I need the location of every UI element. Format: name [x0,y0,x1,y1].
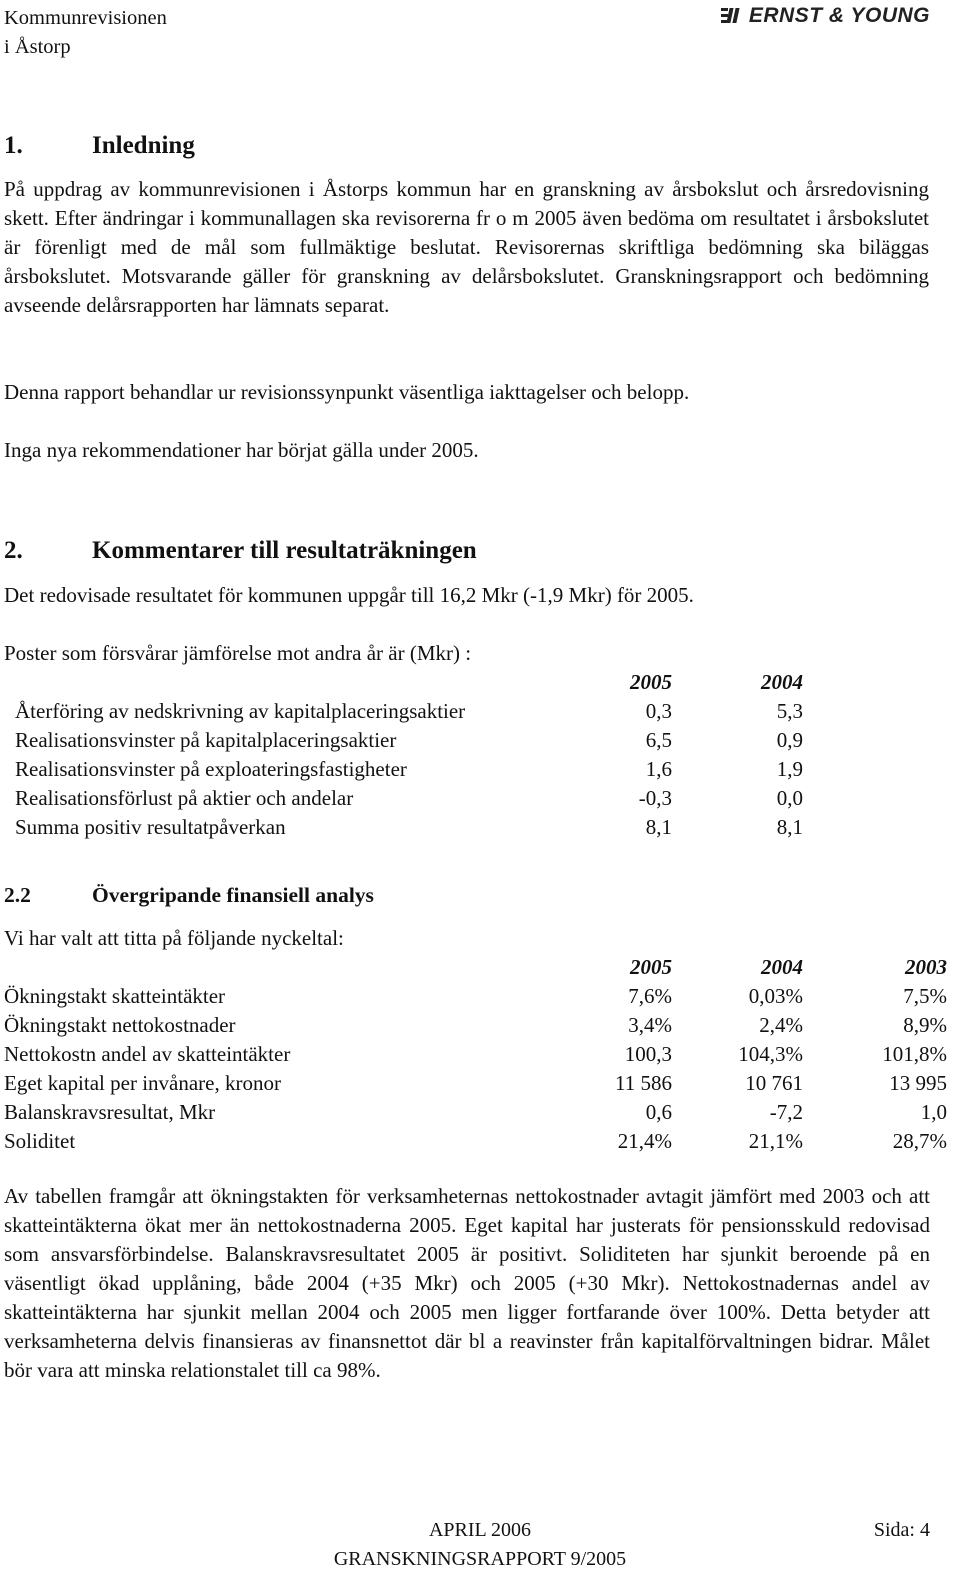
row-label: Realisationsförlust på aktier och andelar [15,786,354,810]
section-title: Övergripande finansiell analys [92,883,374,907]
section-title: Inledning [92,132,195,159]
section-number: 2. [4,537,23,564]
row-value: 11 586 [615,1071,672,1095]
intro-paragraph: På uppdrag av kommunrevisionen i Åstorps kommun har en granskning av årsbokslut och årsredovisning skett. Efter ändringar i kommunallagen ska revisorerna fr o m 2005 även bedöma om resultatet i årsbokslutet är förenligt med de mål som fullmäktige beslutat. Revisorernas skriftliga bedömning ska biläggas årsbokslutet. Motsvarande gäller för granskning av delårsbokslutet. Granskningsrapport och bedömning avseende delårsrapporten har lämnats separat. [4,177,929,317]
result-paragraph: Det redovisade resultatet för kommunen uppgår till 16,2 Mkr (-1,9 Mkr) för 2005. [4,583,694,607]
row-value: 5,3 [776,699,803,723]
section-title: Kommentarer till resultaträkningen [92,537,477,564]
ey-logo-icon [721,6,743,26]
table-row [0,784,960,813]
year-header: 2005 [630,670,672,694]
row-value: 8,1 [645,815,672,839]
table-row [0,982,960,1011]
year-header: 2004 [761,670,803,694]
table-row [0,1069,960,1098]
row-value: 10 761 [745,1071,803,1095]
row-value: 0,0 [776,786,803,810]
row-label: Återföring av nedskrivning av kapitalplaceringsaktier [15,699,466,723]
page-header-left [4,4,167,62]
row-label: Balanskravsresultat, Mkr [4,1100,216,1124]
year-header: 2003 [905,955,947,979]
table-row [0,1040,960,1069]
header-org: Kommunrevisionen [4,7,167,29]
row-label: Realisationsvinster på exploateringsfastigheter [15,757,407,781]
row-label: Soliditet [4,1129,76,1153]
row-value: 1,0 [920,1100,947,1124]
section-2-heading [4,537,477,565]
scope-paragraph: Denna rapport behandlar ur revisionssynpunkt väsentliga iakttagelser och belopp. [4,380,690,404]
row-value: 8,1 [776,815,803,839]
section-number: 2.2 [4,883,31,907]
section-number: 1. [4,132,23,159]
table-header-row [0,668,960,697]
row-value: 1,9 [776,757,803,781]
row-value: -0,3 [638,786,672,810]
row-value: -7,2 [769,1100,803,1124]
row-value: 13 995 [889,1071,947,1095]
row-value: 3,4% [628,1013,672,1037]
row-label: Nettokostn andel av skatteintäkter [4,1042,291,1066]
analysis-paragraph: Av tabellen framgår att ökningstakten för verksamheternas nettokostnader avtagit jämfört med 2003 och att skatteintäkterna ökat mer än nettokostnaderna 2005. Eget kapital har justerats för pensionsskuld redovisad som ansvarsförbindelse. Balanskravsresultatet 2005 är positivt. Soliditeten har sjunkit beroende på en väsentligt ökad upplåning, både 2004 (+35 Mkr) och 2005 (+30 Mkr). Nettokostnadernas andel av skatteintäkterna har sjunkit mellan 2004 och 2005 men ligger fortfarande över 100%. Detta betyder att verksamheterna delvis finansieras av finansnettot där bl a reavinster från kapitalförvaltningen bidrar. Målet bör vara att minska relationstalet till ca 98%. [4,1184,930,1382]
row-value: 0,03% [748,984,803,1008]
row-value: 0,9 [776,728,803,752]
header-municipality: i Åstorp [4,36,71,58]
row-value: 6,5 [645,728,672,752]
footer-report-id: GRANSKNINGSRAPPORT 9/2005 [333,1548,627,1570]
row-value: 2,4% [759,1013,803,1037]
row-value: 28,7% [892,1129,947,1153]
row-label: Realisationsvinster på kapitalplaceringsaktier [15,728,397,752]
recommendations-paragraph: Inga nya rekommendationer har börjat gälla under 2005. [4,438,479,462]
row-value: 21,1% [748,1129,803,1153]
footer-date: APRIL 2006 [428,1519,532,1541]
row-value: 7,5% [903,984,947,1008]
row-label: Ökningstakt nettokostnader [4,1013,236,1037]
table-row [0,1098,960,1127]
table-row [0,813,960,842]
row-value: 104,3% [738,1042,803,1066]
year-header: 2004 [761,955,803,979]
table-header-row [0,953,960,982]
table-row [0,1127,960,1156]
table-row [0,1011,960,1040]
row-value: 100,3 [624,1042,672,1066]
row-value: 0,6 [645,1100,672,1124]
row-value: 8,9% [903,1013,947,1037]
row-label: Summa positiv resultatpåverkan [15,815,286,839]
row-label: Ökningstakt skatteintäkter [4,984,226,1008]
ratios-intro: Vi har valt att titta på följande nyckeltal: [4,926,344,950]
table-row [0,755,960,784]
page-number: Sida: 4 [873,1519,930,1541]
comparison-intro: Poster som försvårar jämförelse mot andra år är (Mkr) : [4,641,472,665]
section-1-heading [4,132,195,160]
row-label: Eget kapital per invånare, kronor [4,1071,281,1095]
logo-wordmark: ERNST & YOUNG [748,4,930,27]
row-value: 7,6% [628,984,672,1008]
company-logo [721,4,930,28]
row-value: 1,6 [645,757,672,781]
row-value: 21,4% [617,1129,672,1153]
section-2-2-heading [4,883,374,908]
year-header: 2005 [630,955,672,979]
table-row [0,726,960,755]
table-row [0,697,960,726]
row-value: 0,3 [645,699,672,723]
row-value: 101,8% [882,1042,947,1066]
